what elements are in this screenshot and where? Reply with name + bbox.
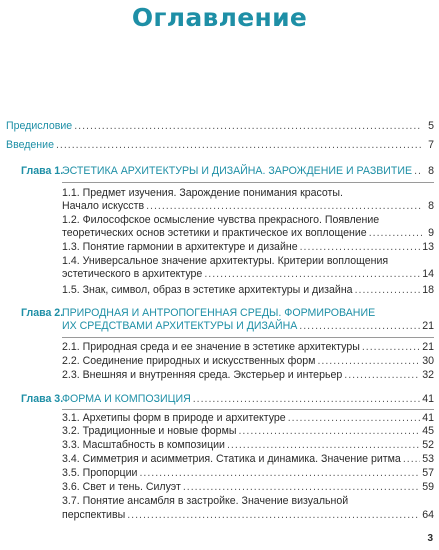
leader-dots: [344, 369, 420, 382]
toc-section-page: 53: [422, 453, 434, 465]
chapter-heading-2[interactable]: [62, 320, 434, 333]
toc-section-line: теоретических основ эстетики и практическое их воплощение: [62, 227, 367, 239]
toc-section-page: 9: [428, 227, 434, 239]
toc-section-1-5[interactable]: [62, 284, 434, 297]
leader-dots: [317, 355, 420, 368]
toc-entry-introduction[interactable]: [6, 139, 434, 152]
chapter-page: 21: [422, 320, 434, 332]
leader-dots: [238, 425, 420, 438]
leader-dots: [193, 393, 420, 406]
chapter-divider: [62, 337, 434, 338]
toc-section-1-1[interactable]: [62, 200, 434, 213]
leader-dots: [414, 165, 422, 178]
leader-dots: [56, 139, 422, 152]
chapter-title: ЭСТЕТИКА АРХИТЕКТУРЫ И ДИЗАЙНА. ЗАРОЖДЕНИЕ И РАЗВИТИЕ: [62, 165, 413, 177]
toc-entry-label: Введение: [6, 139, 54, 151]
leader-dots: [403, 453, 420, 466]
leader-dots: [355, 284, 421, 297]
leader-dots: [146, 200, 422, 213]
toc-section-page: 59: [422, 481, 434, 493]
toc-entry-page: 5: [428, 120, 434, 132]
toc-section-3-3[interactable]: [62, 439, 434, 452]
toc-section-3-4[interactable]: [62, 453, 434, 466]
toc-section-line[interactable]: 1.1. Предмет изучения. Зарождение понимания красоты.: [62, 187, 343, 199]
toc-section-line: 3.1. Архетипы форм в природе и архитектуре: [62, 412, 286, 424]
chapter-page: 41: [422, 393, 434, 405]
toc-entry-preface[interactable]: [6, 120, 434, 133]
chapter-divider: [62, 409, 434, 410]
chapter-divider: [62, 182, 434, 183]
toc-section-page: 21: [422, 341, 434, 353]
toc-section-1-4[interactable]: [62, 268, 434, 281]
leader-dots: [288, 412, 421, 425]
toc-section-1-2[interactable]: [62, 227, 434, 240]
toc-section-line: 3.5. Пропорции: [62, 467, 138, 479]
toc-section-line: 3.2. Традиционные и новые формы: [62, 425, 237, 437]
leader-dots: [183, 481, 420, 494]
toc-section-line: Начало искусств: [62, 200, 145, 212]
toc-section-line: 3.4. Симметрия и асимметрия. Статика и динамика. Значение ритма: [62, 453, 401, 465]
toc-section-line[interactable]: 1.4. Универсальное значение архитектуры. Критерии воплощения: [62, 255, 389, 267]
leader-dots: [300, 241, 421, 254]
toc-section-page: 32: [422, 369, 434, 381]
toc-section-page: 41: [422, 412, 434, 424]
toc-section-page: 64: [422, 509, 434, 521]
toc-section-line: 2.1. Природная среда и ее значение в эстетике архитектуры: [62, 341, 360, 353]
chapter-title[interactable]: ПРИРОДНАЯ И АНТРОПОГЕННАЯ СРЕДЫ. ФОРМИРОВАНИЕ: [62, 307, 376, 319]
leader-dots: [362, 341, 420, 354]
chapter-label: Глава 1.: [21, 165, 64, 177]
toc-section-page: 13: [422, 241, 434, 253]
toc-section-3-7[interactable]: [62, 509, 434, 522]
chapter-label: Глава 2.: [21, 307, 64, 319]
toc-section-line[interactable]: 1.2. Философское осмысление чувства прекрасного. Появление: [62, 214, 380, 226]
toc-section-page: 57: [422, 467, 434, 479]
chapter-heading-3[interactable]: [62, 393, 434, 406]
toc-section-page: 52: [422, 439, 434, 451]
toc-section-3-6[interactable]: [62, 481, 434, 494]
toc-section-page: 30: [422, 355, 434, 367]
toc-section-line: 3.6. Свет и тень. Силуэт: [62, 481, 181, 493]
toc-section-line: 1.5. Знак, символ, образ в эстетике архитектуры и дизайна: [62, 284, 353, 296]
toc-section-page: 45: [422, 425, 434, 437]
toc-section-line: перспективы: [62, 509, 126, 521]
toc-entry-label: Предисловие: [6, 120, 73, 132]
chapter-heading-1[interactable]: [62, 165, 434, 178]
leader-dots: [227, 439, 420, 452]
toc-section-3-5[interactable]: [62, 467, 434, 480]
page-title: Оглавление: [131, 3, 308, 32]
toc-section-3-1[interactable]: [62, 412, 434, 425]
chapter-title: ФОРМА И КОМПОЗИЦИЯ: [62, 393, 191, 405]
toc-section-2-3[interactable]: [62, 369, 434, 382]
leader-dots: [369, 227, 422, 240]
toc-section-line: 2.2. Соединение природных и искусственных форм: [62, 355, 316, 367]
toc-section-page: 14: [422, 268, 434, 280]
toc-section-2-2[interactable]: [62, 355, 434, 368]
toc-section-line: 3.3. Масштабность в композиции: [62, 439, 225, 451]
chapter-label: Глава 3.: [21, 393, 64, 405]
leader-dots: [74, 120, 422, 133]
leader-dots: [299, 320, 420, 333]
page-number: 3: [427, 533, 433, 544]
chapter-page: 8: [428, 165, 434, 177]
leader-dots: [127, 509, 420, 522]
toc-section-page: 8: [428, 200, 434, 212]
toc-section-page: 18: [422, 284, 434, 296]
toc-section-3-2[interactable]: [62, 425, 434, 438]
toc-section-line: 2.3. Внешняя и внутренняя среда. Экстерьер и интерьер: [62, 369, 343, 381]
toc-section-1-3[interactable]: [62, 241, 434, 254]
chapter-title: ИХ СРЕДСТВАМИ АРХИТЕКТУРЫ И ДИЗАЙНА: [62, 320, 298, 332]
toc-section-line: эстетического в архитектуре: [62, 268, 203, 280]
toc-section-2-1[interactable]: [62, 341, 434, 354]
leader-dots: [139, 467, 420, 480]
toc-section-line: 1.3. Понятие гармонии в архитектуре и дизайне: [62, 241, 298, 253]
toc-entry-page: 7: [428, 139, 434, 151]
toc-section-line[interactable]: 3.7. Понятие ансамбля в застройке. Значение визуальной: [62, 495, 349, 507]
leader-dots: [204, 268, 420, 281]
